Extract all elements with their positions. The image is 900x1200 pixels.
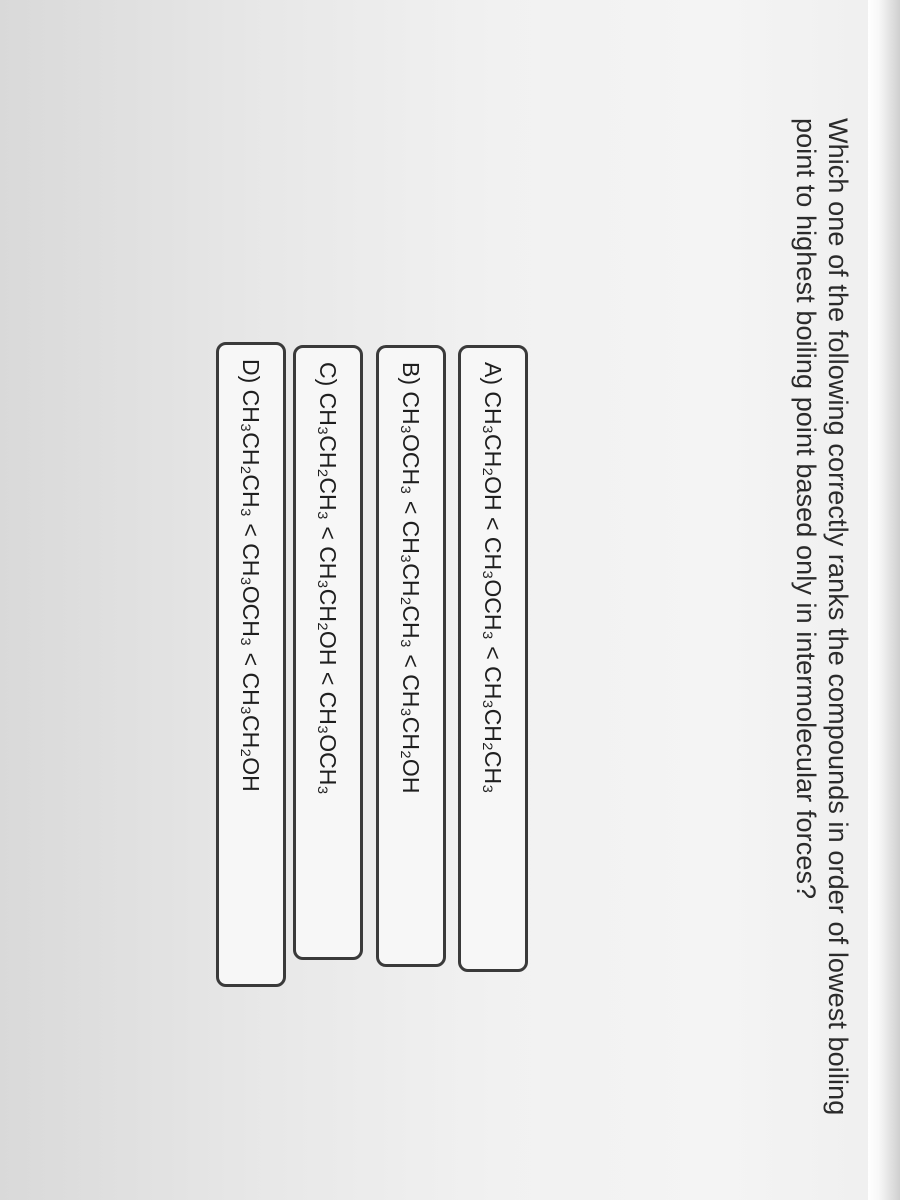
answer-option-c-label: C) CH₃CH₂CH₃ < CH₃CH₂OH < CH₃OCH₃ [315,362,342,795]
answer-option-b[interactable] [376,345,446,967]
answer-option-a[interactable] [458,345,528,972]
answer-option-d[interactable] [216,342,286,987]
answer-option-c[interactable] [293,345,363,960]
answer-option-d-label: D) CH₃CH₂CH₃ < CH₃OCH₃ < CH₃CH₂OH [238,359,265,792]
question-text: Which one of the following correctly ranks the compounds in order of lowest boiling point to highest boiling point based only in intermolecular forces? [791,118,853,1116]
answer-option-a-label: A) CH₃CH₂OH < CH₃OCH₃ < CH₃CH₂CH₃ [480,362,507,794]
answer-option-b-label: B) CH₃OCH₃ < CH₃CH₂CH₃ < CH₃CH₂OH [398,362,425,794]
